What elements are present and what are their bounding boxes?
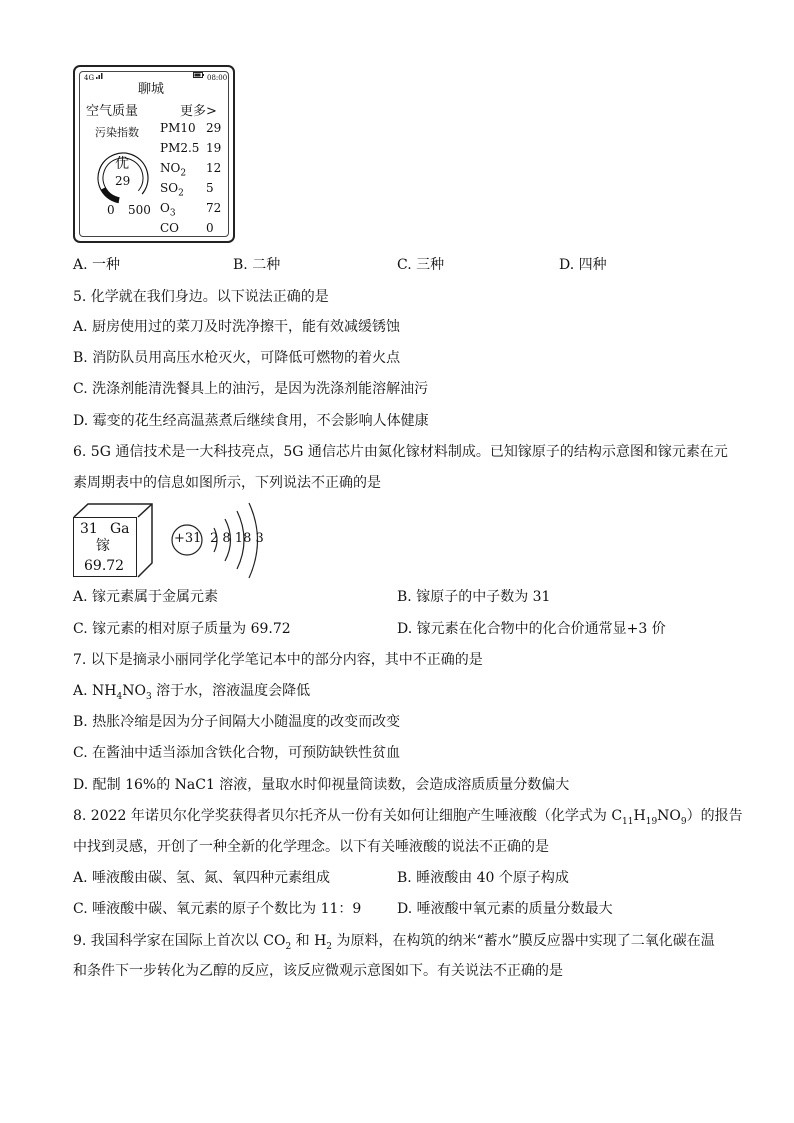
q4-option-d[interactable]: D. 四种: [559, 257, 607, 273]
pollutant-value: 29: [206, 121, 222, 135]
q7-option-d[interactable]: D. 配制 16%的 NaC1 溶液，量取水时仰视量筒读数，会造成溶质质量分数偏大: [73, 777, 570, 793]
q5-option-c[interactable]: C. 洗涤剂能清洗餐具上的油污，是因为洗涤剂能溶解油污: [73, 381, 429, 397]
pollutant-value: 12: [206, 161, 222, 175]
q9-stem-line2: 和条件下一步转化为乙醇的反应，该反应微观示意图如下。有关说法不正确的是: [73, 963, 563, 979]
pollutant-name: $SO_2$: [160, 181, 184, 199]
gauge-level: 优: [115, 156, 129, 172]
q4-option-c[interactable]: C. 三种: [397, 257, 445, 273]
gauge-fill: [103, 188, 119, 200]
q6-option-a[interactable]: A. 镓元素属于金属元素: [73, 589, 219, 605]
q6-option-b[interactable]: B. 镓原子的中子数为 31: [397, 589, 551, 605]
more-link[interactable]: 更多>: [180, 104, 217, 119]
electron-shells: 2 8 18 3: [210, 531, 264, 546]
signal-bars-icon: [96, 72, 104, 79]
pollutant-name: CO: [160, 221, 180, 235]
element-symbol: Ga: [110, 521, 130, 537]
q5-option-d[interactable]: D. 霉变的花生经高温蒸煮后继续食用，不会影响人体健康: [73, 413, 429, 429]
q8-option-a[interactable]: A. 唾液酸由碳、氢、氮、氧四种元素组成: [73, 870, 331, 886]
element-atomic-mass: 69.72: [84, 558, 125, 574]
q7-stem: 7. 以下是摘录小丽同学化学笔记本中的部分内容，其中不正确的是: [73, 652, 483, 668]
element-name: 镓: [96, 538, 110, 554]
q5-stem: 5. 化学就在我们身边。以下说法正确的是: [73, 289, 329, 305]
q8-option-b[interactable]: B. 睡液酸由 40 个原子构成: [397, 870, 569, 886]
q7-option-c[interactable]: C. 在酱油中适当添加含铁化合物，可预防缺铁性贫血: [73, 745, 401, 761]
pollutant-value: 72: [206, 201, 222, 215]
signal-indicator: 4G: [84, 74, 95, 82]
q8-option-c[interactable]: C. 唾液酸中碳、氧元素的原子个数比为 11：9: [73, 901, 362, 917]
pollutant-value: 19: [206, 141, 222, 155]
q6-option-d[interactable]: D. 镓元素在化合物中的化合价通常显+3 价: [397, 621, 666, 637]
pollutant-name: PM10: [160, 121, 196, 135]
battery-icon: [193, 72, 204, 78]
q8-option-d[interactable]: D. 唾液酸中氧元素的质量分数最大: [397, 901, 613, 917]
q7-option-b[interactable]: B. 热胀冷缩是因为分子间隔大小随温度的改变而改变: [73, 714, 401, 730]
gauge-value: 29: [115, 174, 131, 188]
gauge-max: 500: [128, 203, 151, 217]
nucleus-charge: +31: [174, 531, 202, 546]
q4-option-a[interactable]: A. 一种: [73, 257, 121, 273]
pollutant-name: $NO_2$: [160, 161, 187, 179]
phone-time: 08:00: [207, 74, 228, 82]
pollutant-name: PM2.5: [160, 141, 200, 155]
q5-option-a[interactable]: A. 厨房使用过的菜刀及时洗净擦干，能有效减缓锈蚀: [73, 319, 401, 335]
gauge-min: 0: [107, 203, 115, 217]
air-quality-label: 空气质量: [86, 104, 139, 119]
q9-stem-line1: 9. 我国科学家在国际上首次以 $CO_2$ 和 $H_2$ 为原料，在构筑的纳米“蓄水”膜反应器中实现了二氧化碳在温: [73, 933, 715, 952]
q7-option-a[interactable]: A. $NH_4NO_3$ 溶于水，溶液温度会降低: [73, 683, 311, 702]
q6-stem-line2: 素周期表中的信息如图所示，下列说法不正确的是: [73, 475, 381, 491]
city-name: 聊城: [138, 82, 165, 97]
q6-stem-line1: 6. 5G 通信技术是一大科技亮点，5G 通信芯片由氮化镓材料制成。已知镓原子的结构示意图和镓元素在元: [73, 444, 728, 460]
q8-stem-line1: 8. 2022 年诺贝尔化学奖获得者贝尔托齐从一份有关如何让细胞产生唾液酸（化学式为 $C_{11}H_{19}NO_9$）的报告: [73, 808, 743, 827]
pollution-index-label: 污染指数: [95, 126, 139, 139]
q5-option-b[interactable]: B. 消防队员用高压水枪灭火，可降低可燃物的着火点: [73, 350, 401, 366]
pollutant-value: 5: [206, 181, 214, 195]
q6-option-c[interactable]: C. 镓元素的相对原子质量为 69.72: [73, 621, 291, 637]
q8-stem-line2: 中找到灵感，开创了一种全新的化学理念。以下有关唾液酸的说法不正确的是: [73, 839, 549, 855]
q4-option-b[interactable]: B. 二种: [233, 257, 281, 273]
pollutant-name: $O_3$: [160, 201, 176, 219]
pollutant-value: 0: [206, 221, 214, 235]
element-atomic-number: 31: [80, 521, 98, 537]
